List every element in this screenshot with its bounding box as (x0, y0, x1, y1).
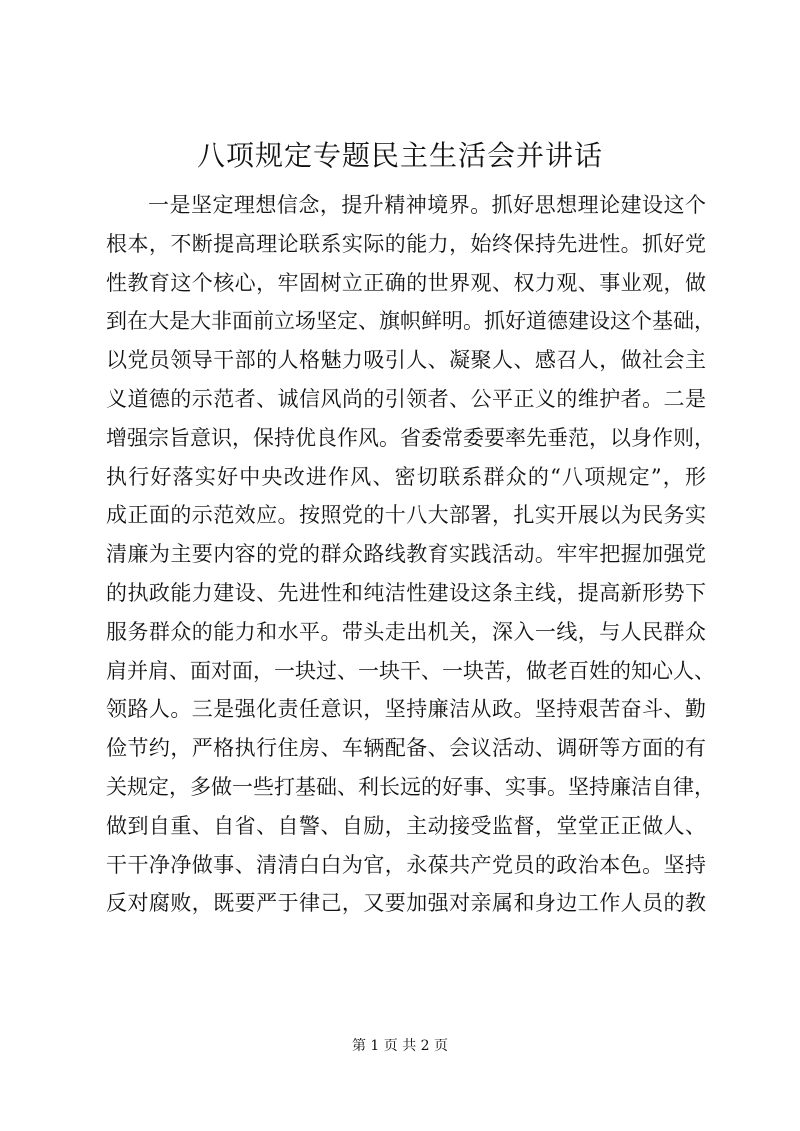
page-number-footer: 第 1 页 共 2 页 (351, 1038, 449, 1054)
body-line: 俭节约，严格执行住房、车辆配备、会议活动、调研等方面的有 (106, 736, 706, 761)
body-line: 的执政能力建设、先进性和纯洁性建设这条主线，提高新形势下 (106, 580, 706, 605)
body-line: 根本，不断提高理论联系实际的能力，始终保持先进性。抓好党 (106, 231, 706, 256)
body-line: 清廉为主要内容的党的群众路线教育实践活动。牢牢把握加强党 (106, 542, 706, 567)
body-line: 肩并肩、面对面，一块过、一块干、一块苦，做老百姓的知心人、 (106, 658, 715, 683)
body-line: 一是坚定理想信念，提升精神境界。抓好思想理论建设这个 (148, 193, 706, 217)
body-line: 做到自重、自省、自警、自励，主动接受监督，堂堂正正做人、 (106, 813, 706, 838)
body-line: 执行好落实好中央改进作风、密切联系群众的“八项规定”，形 (106, 464, 706, 489)
body-line: 关规定，多做一些打基础、利长远的好事、实事。坚持廉洁自律， (106, 774, 715, 799)
document-body (106, 186, 715, 923)
body-line: 领路人。三是强化责任意识，坚持廉洁从政。坚持艰苦奋斗、勤 (106, 697, 706, 722)
document-title: 八项规定专题民主生活会并讲话 (196, 139, 603, 172)
body-line: 服务群众的能力和水平。带头走出机关，深入一线，与人民群众 (106, 619, 706, 644)
body-line: 以党员领导干部的人格魅力吸引人、凝聚人、感召人，做社会主 (106, 348, 706, 373)
body-line: 干干净净做事、清清白白为官，永葆共产党员的政治本色。坚持 (106, 852, 706, 877)
body-line: 增强宗旨意识，保持优良作风。省委常委要率先垂范，以身作则， (106, 425, 715, 450)
body-line: 性教育这个核心，牢固树立正确的世界观、权力观、事业观，做 (106, 270, 706, 295)
body-line: 义道德的示范者、诚信风尚的引领者、公平正义的维护者。二是 (106, 386, 706, 411)
body-line: 反对腐败，既要严于律己，又要加强对亲属和身边工作人员的教 (106, 891, 706, 916)
body-line: 成正面的示范效应。按照党的十八大部署，扎实开展以为民务实 (106, 503, 706, 528)
body-line: 到在大是大非面前立场坚定、旗帜鲜明。抓好道德建设这个基础， (106, 309, 715, 334)
